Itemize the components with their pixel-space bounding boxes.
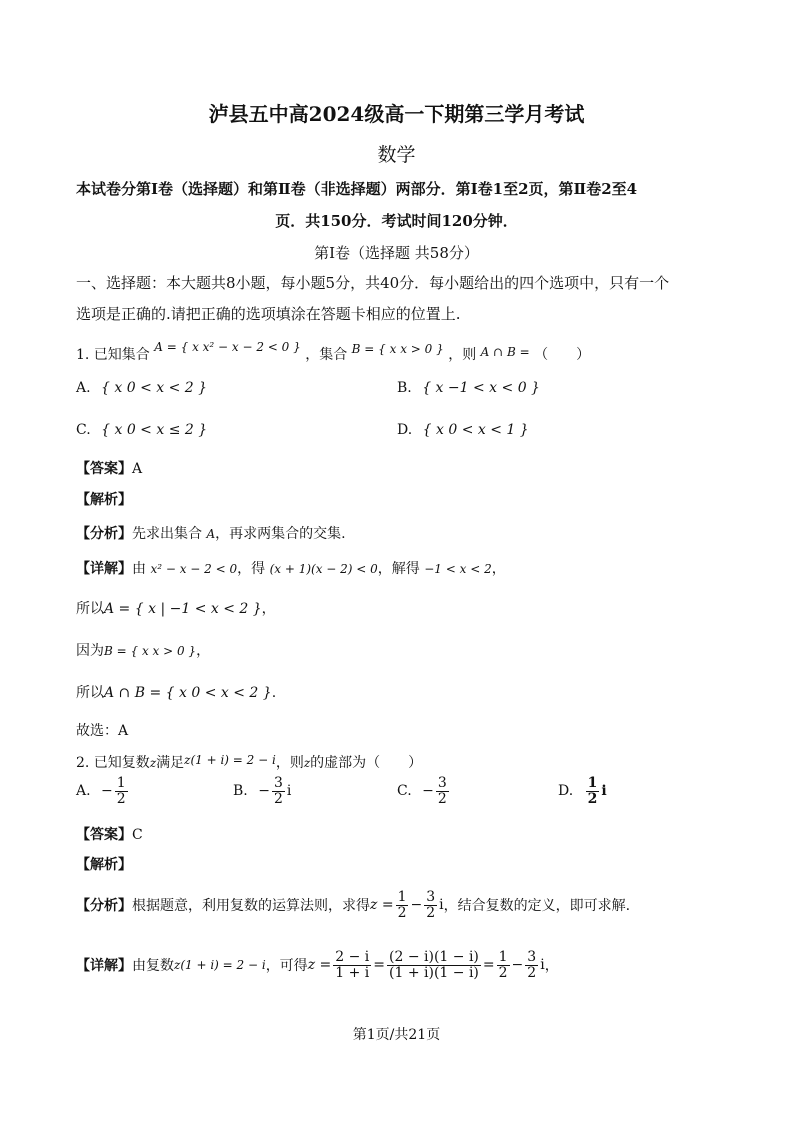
q1-fenxi-text-1: 先求出集合 [132,526,202,542]
q2-eq: z(1 + i) = 2 − i [184,753,276,767]
q2-z: z [149,756,157,770]
q1-ask-expr: A ∩ B = [480,345,530,359]
q2-fenxi-minus: − [410,897,423,914]
q2-option-b-sign: − [258,783,270,800]
q1-conclusion: 故选：A [76,723,129,739]
q1-answer [76,458,142,478]
q2-det-f1n: 2 − i [335,949,370,965]
q2-answer [76,824,143,844]
q2-fenxi-n1: 1 [397,889,407,905]
q2-det-eq-2: = [482,957,495,974]
q1-d3-expr: B = { x x > 0 } [104,644,197,658]
q2-detail-tag: 【详解】 [76,958,132,975]
q1-option-d [397,422,529,438]
exam-title: 泸县五中高2024级高一下期第三学月考试 [208,102,585,126]
q1-stem [76,340,591,364]
q1-answer-tag: 【答案】 [76,461,132,477]
q1-d3-b: ， [196,643,211,659]
q1-set-b: B = { x x > 0 } [351,342,444,356]
q1-option-a-text: { x 0 < x < 2 } [101,380,208,396]
q1-fenxi-text-2: ，再求两集合的交集. [215,526,346,542]
q2-fenxi-frac-2 [424,890,437,920]
exam-subject: 数学 [377,144,416,166]
q2-det-f4d: 2 [527,964,537,981]
q2-detail [76,950,559,980]
q2-option-a-sign: − [101,783,113,800]
q1-d1-expr-1: x² − x − 2 < 0 [150,562,238,576]
q2-det-f2n: (2 − i)(1 − i) [389,949,479,965]
q1-detail-line-2 [76,598,276,618]
intro-line-1: 本试卷分第Ⅰ卷（选择题）和第Ⅱ卷（非选择题）两部分．第Ⅰ卷1至2页，第Ⅱ卷2至4 [76,180,638,198]
q1-option-c [76,422,207,438]
q1-option-b-text: { x −1 < x < 0 } [422,380,540,396]
q2-option-d [558,776,607,806]
q1-d4-expr: A ∩ B = { x 0 < x < 2 } [104,685,272,701]
q2-option-b-den: 2 [273,790,283,807]
q2-option-a-den: 2 [116,790,126,807]
q2-option-b-label: B. [233,783,248,800]
q1-d1-c: ，解得 [377,561,420,577]
q2-option-d-i: i [601,783,607,800]
q2-fenxi-text-2: ，结合复数的定义，即可求解. [443,898,631,915]
q1-d2-expr: A = { x | −1 < x < 2 } [104,601,262,617]
q2-option-a-label: A. [76,783,91,800]
q2-answer-value: C [132,827,143,843]
q1-detail-tag: 【详解】 [76,561,132,577]
q1-fenxi-a: A [206,527,216,541]
q2-option-b [233,776,291,806]
q2-option-a-fraction [115,776,128,806]
q1-detail-line-1 [76,558,506,578]
q1-option-d-label: D. [397,422,413,438]
q1-d1-expr-2: (x + 1)(x − 2) < 0 [269,562,378,576]
q2-option-b-fraction [272,776,285,806]
q2-z-2: z [303,756,311,770]
q2-det-a: 由复数 [132,958,174,975]
q1-detail-line-4 [76,682,276,702]
q2-det-frac-2 [387,950,481,980]
section-instruction-2: 选项是正确的.请把正确的选项填涂在答题卡相应的位置上. [76,305,461,323]
q1-mid: ，集合 [305,347,348,363]
q2-mid-2: ，则 [275,755,304,771]
q1-d1-b: ，得 [237,561,266,577]
q2-prefix: 2. 已知复数 [76,755,150,771]
q2-option-d-num: 1 [587,775,598,791]
q2-option-c-label: C. [397,783,412,800]
q2-fenxi [76,890,630,920]
intro-line-2: 页．共150分．考试时间120分钟． [275,212,518,230]
q2-det-frac-1 [333,950,371,980]
q2-fenxi-n2: 3 [426,889,436,905]
q2-det-eq: z(1 + i) = 2 − i [174,958,266,973]
q2-det-i: i [540,957,545,974]
q1-analysis-tag: 【解析】 [76,492,132,508]
q1-fenxi [76,523,346,543]
q1-ask-paren: （ ） [534,347,591,363]
q2-analysis-tag: 【解析】 [76,857,132,873]
q2-fenxi-tag: 【分析】 [76,898,132,915]
q2-det-f4n: 3 [527,949,537,965]
q2-option-c [397,776,451,806]
q1-fenxi-tag: 【分析】 [76,526,132,542]
q2-mid-1: 满足 [156,755,185,771]
q1-d1-a: 由 [132,561,146,577]
q2-det-frac-4 [525,950,538,980]
q1-option-c-label: C. [76,422,91,438]
q2-det-f3d: 2 [498,964,508,981]
part-heading: 第Ⅰ卷（选择题 共58分） [314,244,479,262]
q1-option-d-text: { x 0 < x < 1 } [422,422,529,438]
q2-det-frac-3 [497,950,510,980]
q1-option-b-label: B. [397,380,412,396]
q2-option-b-i: i [286,783,292,800]
q1-answer-value: A [132,461,143,477]
q2-det-f3n: 1 [498,949,508,965]
q2-option-c-sign: − [422,783,434,800]
q2-option-b-num: 3 [273,775,283,791]
section-instruction-1: 一、选择题：本大题共8小题，每小题5分，共40分．每小题给出的四个选项中，只有一个 [76,274,670,292]
q2-option-d-label: D. [558,783,574,800]
q2-stem [76,752,422,772]
q1-option-a [76,380,207,396]
q1-option-c-text: { x 0 < x ≤ 2 } [101,422,208,438]
q1-d4-b: . [271,685,277,701]
q1-d1-expr-3: −1 < x < 2 [424,562,492,576]
q1-d4-a: 所以 [76,685,104,701]
q2-fenxi-i: i [439,897,444,914]
q1-option-b [397,380,540,396]
q1-option-a-label: A. [76,380,91,396]
q2-option-d-den: 2 [587,790,598,807]
q2-answer-tag: 【答案】 [76,827,132,843]
q2-det-c: ， [544,958,559,975]
q2-fenxi-frac-1 [396,890,409,920]
q2-det-f1d: 1 + i [335,964,370,981]
q2-det-b: ，可得 [265,958,308,975]
q1-d2-a: 所以 [76,601,104,617]
q2-option-c-num: 3 [437,775,447,791]
q1-detail-line-3 [76,640,210,660]
q2-option-c-fraction [436,776,449,806]
q2-fenxi-z: z = [370,897,394,914]
q2-option-a [76,776,130,806]
q2-fenxi-text-1: 根据题意，利用复数的运算法则，求得 [132,898,370,915]
q2-option-a-num: 1 [116,775,126,791]
q1-d3-a: 因为 [76,643,104,659]
q2-det-f2d: (1 + i)(1 − i) [389,964,479,981]
q2-det-minus: − [511,957,524,974]
q1-set-a: A = { x x² − x − 2 < 0 } [154,340,301,354]
q2-option-c-den: 2 [437,790,447,807]
q2-fenxi-d2: 2 [426,904,436,921]
q1-prefix: 1. 已知集合 [76,347,150,363]
q2-fenxi-d1: 2 [397,904,407,921]
q2-option-d-fraction [586,776,600,806]
q1-d2-b: ， [261,601,276,617]
page-number: 第1页/共21页 [352,1027,441,1043]
q1-d1-d: ， [491,561,506,577]
q2-mid-3: 的虚部为（ ） [310,755,423,771]
q2-det-eq-1: = [373,957,385,974]
q1-ask-pre: ，则 [448,347,477,363]
q2-det-z: z = [307,957,332,974]
